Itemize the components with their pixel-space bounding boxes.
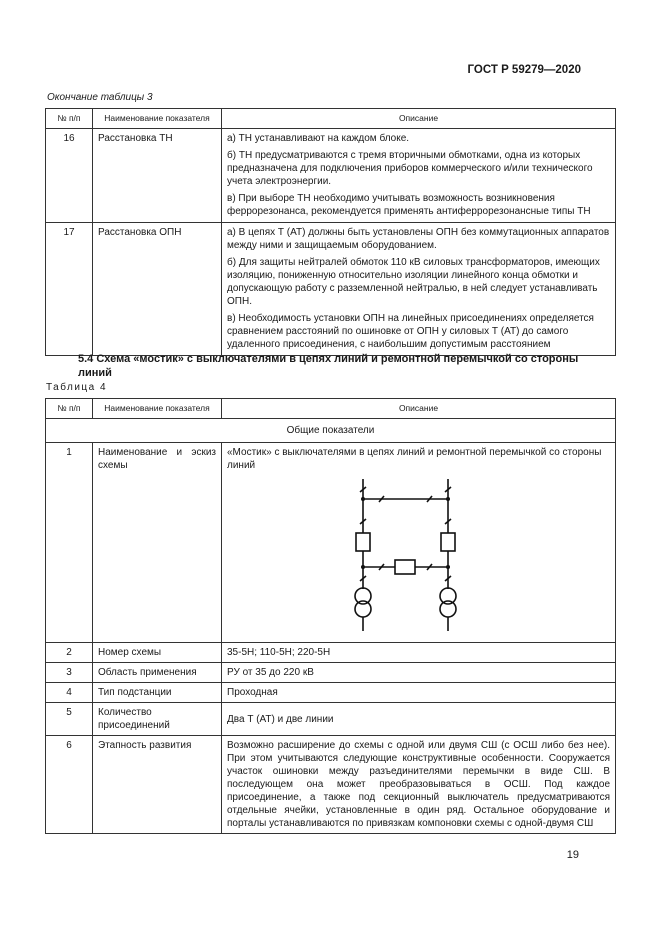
table-row (46, 663, 616, 683)
column-header-number: № п/п (46, 399, 93, 419)
row-name: Номер схемы (93, 643, 222, 663)
table-row (46, 736, 616, 834)
row-number: 2 (46, 643, 93, 663)
row-name: Количество присоединений (93, 703, 222, 736)
section-title: 5.4 Схема «мостик» с выключателями в цепях линий и ремонтной перемычкой со стороны линий (78, 353, 579, 379)
row-number: 4 (46, 683, 93, 703)
row-name: Этапность развития (93, 736, 222, 834)
column-header-name: Наименование показателя (93, 109, 222, 129)
page-number: 19 (566, 849, 579, 861)
bridge-scheme-diagram (343, 479, 463, 631)
row-description (222, 443, 616, 643)
table-row (46, 703, 616, 736)
group-header-row (46, 419, 616, 443)
column-header-name: Наименование показателя (93, 399, 222, 419)
table4-caption: Таблица 4 (46, 382, 108, 393)
row-description: РУ от 35 до 220 кВ (222, 663, 616, 683)
table-row (46, 223, 616, 356)
row-number: 16 (46, 129, 93, 223)
row-number: 17 (46, 223, 93, 356)
table-3 (45, 108, 616, 356)
row-number: 5 (46, 703, 93, 736)
row-description: Два Т (АТ) и две линии (222, 703, 616, 736)
row-name: Расстановка ТН (93, 129, 222, 223)
row-description (222, 223, 616, 356)
scheme-title: «Мостик» с выключателями в цепях линий и ремонтной перемычкой со стороны линий (227, 447, 602, 471)
column-header-description: Описание (222, 399, 616, 419)
table-row (46, 683, 616, 703)
column-header-description: Описание (222, 109, 616, 129)
row-name: Расстановка ОПН (93, 223, 222, 356)
table-row (46, 129, 616, 223)
table-row (46, 643, 616, 663)
table-header-row (46, 109, 616, 129)
row-number: 1 (46, 443, 93, 643)
paragraph: в) Необходимость установки ОПН на линейных присоединениях определяется сравнением расстояний по ошиновке от ОПН у силовых Т (АТ) до самого удаленного присоединения, с наибольшим допустимым расстоянием (227, 313, 594, 350)
document-id: ГОСТ Р 59279—2020 (467, 64, 581, 76)
row-description: Проходная (222, 683, 616, 703)
table-header-row (46, 399, 616, 419)
table-row (46, 443, 616, 643)
row-name: Наименование и эскиз схемы (93, 443, 222, 643)
row-description: Возможно расширение до схемы с одной или двумя СШ (с ОСШ либо без нее). При этом учитываются следующие конструктивные особенности. Сооружается участок ошиновки между разъединителями перемычки в виде СШ. В последующем она может преобразовываться в ОСШ. Под каждое присоединение, а также под секционный выключатель предусматриваются отдельные ячейки, установленные в один ряд. Остальное оборудование и порталы устанавливаются по привязкам компоновки схемы с одной-двумя СШ (222, 736, 616, 834)
row-description: 35-5Н; 110-5Н; 220-5Н (222, 643, 616, 663)
paragraph: а) В цепях Т (АТ) должны быть установлены ОПН без коммутационных аппаратов между ними и защищаемым оборудованием. (227, 227, 610, 251)
table-4 (45, 398, 616, 834)
table3-caption: Окончание таблицы 3 (47, 92, 153, 103)
group-header: Общие показатели (46, 419, 616, 443)
paragraph: в) При выборе ТН необходимо учитывать возможность возникновения феррорезонанса, рекомендуется применять антиферрорезонансные типы ТН (227, 193, 591, 217)
row-number: 6 (46, 736, 93, 834)
paragraph: б) ТН предусматриваются с тремя вторичными обмотками, одна из которых предназначена для подключения приборов коммерческого и/или технического учета электроэнергии. (227, 150, 593, 187)
paragraph: б) Для защиты нейтралей обмоток 110 кВ силовых трансформаторов, имеющих изоляцию, пониженную относительно изоляции линейного конца обмотки и допускающую работу с разземленной нейтралью, в ней следует устанавливать ОПН. (227, 257, 600, 307)
row-number: 3 (46, 663, 93, 683)
row-name: Область применения (93, 663, 222, 683)
column-header-number: № п/п (46, 109, 93, 129)
row-description (222, 129, 616, 223)
paragraph: а) ТН устанавливают на каждом блоке. (227, 133, 410, 144)
row-name: Тип подстанции (93, 683, 222, 703)
